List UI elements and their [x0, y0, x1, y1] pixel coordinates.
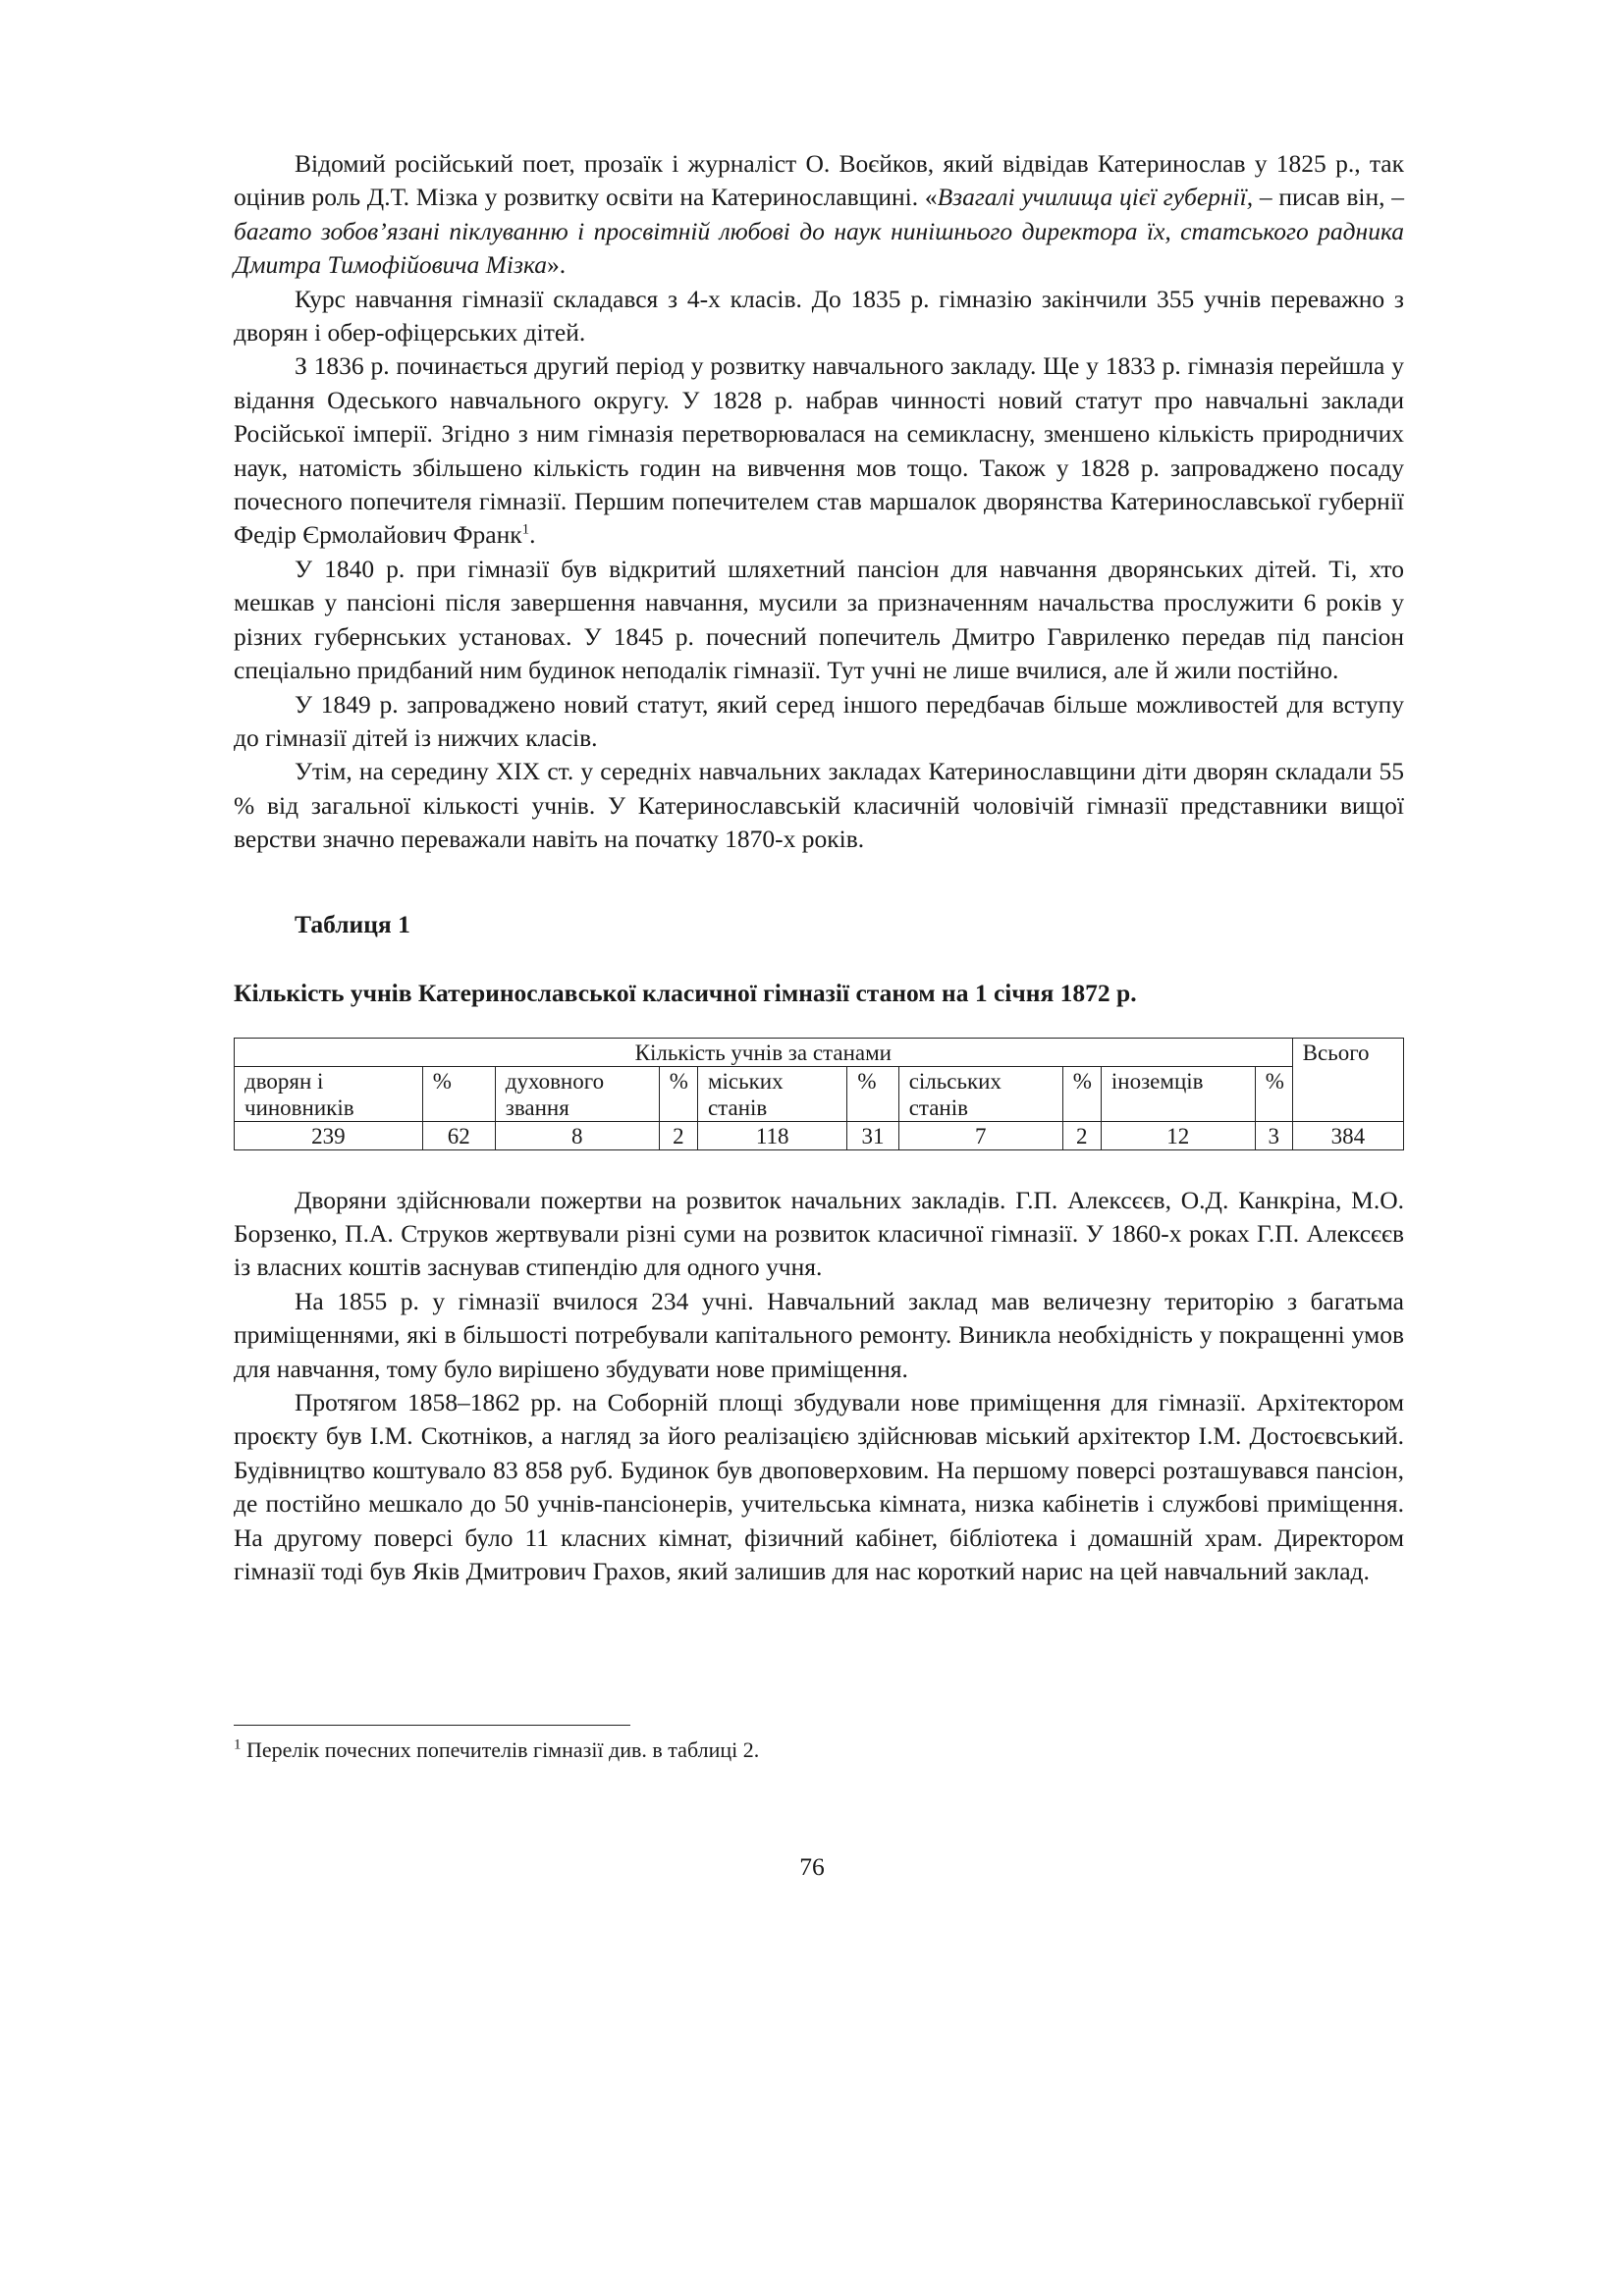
group-header-cell: Кількість учнів за станами [235, 1038, 1293, 1066]
page-number: 76 [799, 1852, 825, 1881]
column-header: % [1255, 1066, 1292, 1121]
table-cell: 3 [1255, 1121, 1292, 1149]
table-cell: 7 [898, 1121, 1062, 1149]
paragraph-text: Утім, на середину XIX ст. у середніх навчальних закладах Катеринославщини діти дворян складали 55 % від загальної кількості учнів. У Катеринославській класичній чоловічій гімназії представники вищої верстви значно переважали навіть на початку 1870-х років. [234, 757, 1404, 854]
column-header: % [659, 1066, 697, 1121]
paragraph [234, 349, 1404, 552]
table-cell: 31 [847, 1121, 898, 1149]
footnote-text: Перелік почесних попечителів гімназії див. в таблиці 2. [241, 1737, 760, 1762]
column-header: % [847, 1066, 898, 1121]
paragraph-text: – писав він, – [1253, 183, 1404, 212]
text-block-bottom [234, 1184, 1404, 1589]
text-block-top [234, 147, 1404, 857]
column-header: міських станів [697, 1066, 846, 1121]
paragraph [234, 1184, 1404, 1285]
total-header-cell: Всього [1292, 1038, 1403, 1121]
column-header: % [422, 1066, 495, 1121]
table-subheader-row [235, 1066, 1404, 1121]
paragraph [234, 755, 1404, 856]
page-body [234, 147, 1404, 1588]
table-caption: Таблиця 1 [295, 909, 410, 938]
paragraph-text: Відомий російський поет, прозаїк і журналіст О. Воєйков, який відвідав Катеринослав у 1825 р., так оцінив роль Д.Т. Мізка у розвитку освіти на Катеринославщині. « [234, 149, 1404, 212]
footnote-mark: 1 [234, 1736, 242, 1753]
paragraph [234, 688, 1404, 756]
table-row [235, 1121, 1404, 1149]
column-header: духовного звання [495, 1066, 659, 1121]
table-cell: 2 [1062, 1121, 1101, 1149]
table-cell: 2 [659, 1121, 697, 1149]
column-header: % [1062, 1066, 1101, 1121]
footnote-ref: 1 [521, 521, 530, 538]
table-cell: 62 [422, 1121, 495, 1149]
column-header: дворян і чиновників [235, 1066, 423, 1121]
footnote [234, 1736, 759, 1764]
table-cell: 12 [1101, 1121, 1255, 1149]
paragraph [234, 1285, 1404, 1386]
paragraph-text: У 1849 р. запроваджено новий статут, який серед іншого передбачав більше можливостей для вступу до гімназії дітей із нижчих класів. [234, 689, 1404, 752]
paragraph-text: ». [547, 250, 567, 280]
paragraph [234, 553, 1404, 688]
quote-text: багато зобов’язані піклуванню і просвітній любові до наук нинішнього директора їх, статського радника Дмитра Тимофійовича Мізка [234, 216, 1404, 280]
paragraph-text: Курс навчання гімназії складався з 4-х класів. До 1835 р. гімназію закінчили 355 учнів переважно з дворян і обер-офіцерських дітей. [234, 284, 1404, 347]
paragraph-text: З 1836 р. починається другий період у розвитку навчального закладу. Ще у 1833 р. гімназія перейшла у відання Одеського навчального округу. У 1828 р. набрав чинності новий статут про навчальні заклади Російської імперії. Згідно з ним гімназія перетворювалася на семикласну, зменшено кількість природничих наук, натомість збільшено кількість годин на вивчення мов тощо. Також у 1828 р. запроваджено посаду почесного попечителя гімназії. Першим попечителем став маршалок дворянства Катеринославської губернії Федір Єрмолайович Франк [234, 351, 1404, 550]
footnote-separator [234, 1725, 630, 1726]
table-title: Кількість учнів Катеринославської класичної гімназії станом на 1 січня 1872 р. [234, 978, 1137, 1007]
column-header: сільських станів [898, 1066, 1062, 1121]
column-header: іноземців [1101, 1066, 1255, 1121]
table-header-row [235, 1038, 1404, 1066]
table-cell: 239 [235, 1121, 423, 1149]
students-by-estate-table [234, 1038, 1404, 1150]
paragraph [234, 147, 1404, 283]
total-cell: 384 [1292, 1121, 1403, 1149]
table-cell: 118 [697, 1121, 846, 1149]
quote-text: Взагалі училища цієї губернії, [937, 183, 1254, 212]
paragraph-text: У 1840 р. при гімназії був відкритий шляхетний пансіон для навчання дворянських дітей. Ті, хто мешкав у пансіоні після завершення навчання, мусили за призначенням начальства прослужити 6 років у різних губернських установах. У 1845 р. почесний попечитель Дмитро Гавриленко передав під пансіон спеціально придбаний ним будинок неподалік гімназії. Тут учні не лише вчилися, але й жили постійно. [234, 554, 1404, 685]
paragraph-text: . [529, 520, 536, 550]
paragraph-text: Протягом 1858–1862 рр. на Соборній площі збудували нове приміщення для гімназії. Архітектором проєкту був І.М. Скотніков, а нагляд за його реалізацією здійснював міський архітектор І.М. Достоєвський. Будівництво коштувало 83 858 руб. Будинок був двоповерховим. На першому поверсі розташувався пансіон, де постійно мешкало до 50 учнів-пансіонерів, учительська кімната, низка кабінетів і службові приміщення. На другому поверсі було 11 класних кімнат, фізичний кабінет, бібліотека і домашній храм. Директором гімназії тоді був Яків Дмитрович Грахов, який залишив для нас короткий нарис на цей навчальний заклад. [234, 1387, 1404, 1585]
paragraph-text: На 1855 р. у гімназії вчилося 234 учні. Навчальний заклад мав величезну територію з багатьма приміщеннями, які в більшості потребували капітального ремонту. Виникла необхідність у покращенні умов для навчання, тому було вирішено збудувати нове приміщення. [234, 1286, 1404, 1383]
table-cell: 8 [495, 1121, 659, 1149]
paragraph-text: Дворяни здійснювали пожертви на розвиток начальних закладів. Г.П. Алексєєв, О.Д. Канкріна, М.О. Борзенко, П.А. Струков жертвували різні суми на розвиток класичної гімназії. У 1860-х роках Г.П. Алексєєв із власних коштів заснував стипендію для одного учня. [234, 1185, 1404, 1282]
paragraph [234, 283, 1404, 350]
paragraph [234, 1386, 1404, 1588]
